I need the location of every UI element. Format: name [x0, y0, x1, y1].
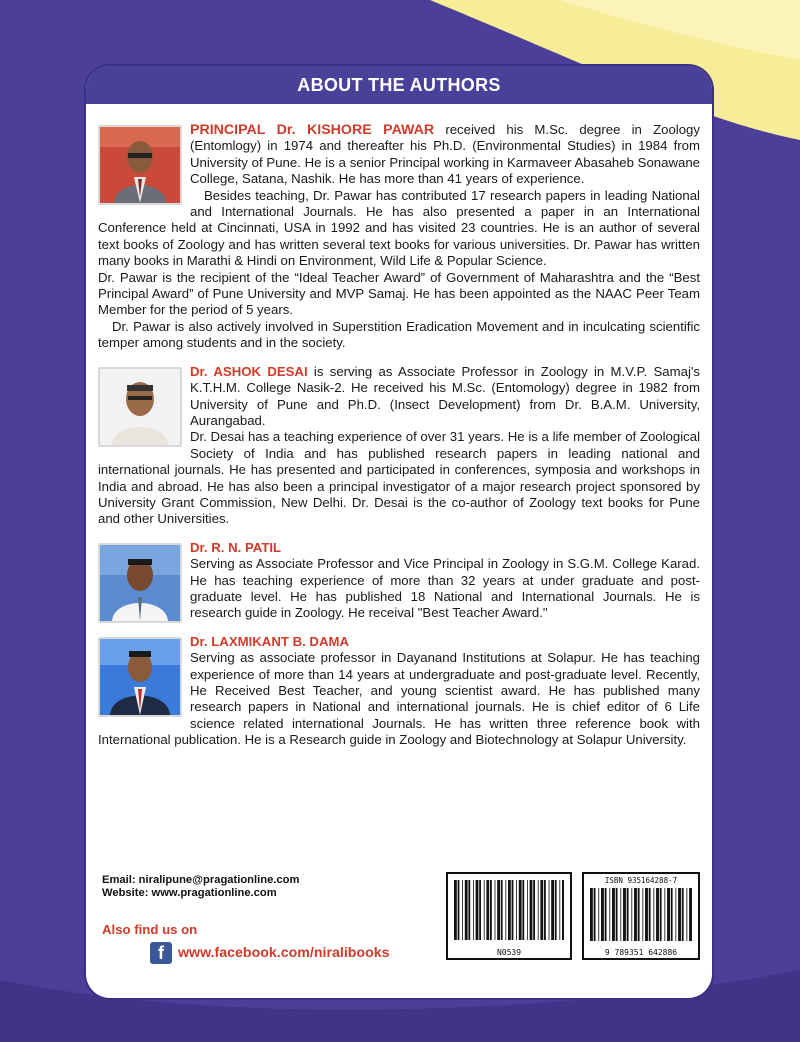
barcode-bar: [508, 880, 511, 940]
author-bio-desai-2: Dr. Desai has a teaching experience of over 31 years. He is a life member of Zoological Society of India and has published research papers in leading national and international journals. He has presented and participated in conferences, symposia and workshops in India and abroad. He has also been a principal investigator of a major research project sponsored by University Grant Commission, New Delhi. Dr. Desai is the co-author of Zoology text books for Pune and other Universities.: [98, 429, 700, 527]
barcode-bar: [664, 888, 665, 941]
barcode-bar: [495, 880, 496, 940]
author-bio-dama: Serving as associate professor in Dayanand Institutions at Solapur. He has teaching experience of more than 14 years at undergraduate and post-graduate level. Recently, He Received Best Teacher, and young scientist award. He has published many research papers in National and international journals. He is chief editor of 6 Life science related international Journals. He has written three reference book with International publication. He is a Research guide in Zoology and Biotechnology at Solapur University.: [98, 650, 700, 748]
barcode-product: [446, 872, 572, 960]
about-authors-panel: [86, 66, 712, 998]
author-intro-desai: is serving as Associate Professor in Zoology in M.V.P. Samaj's K.T.H.M. College Nasik-2. He received his M.Sc. (Entomology) degree in 1982 from University of Pune and Ph.D. (Insect Development) from Dr. B.A.M. University, Aurangabad.: [190, 363, 700, 428]
product-code: N0539: [496, 948, 522, 957]
barcode-bar: [473, 880, 474, 940]
barcode-bar: [627, 888, 629, 941]
facebook-icon: f: [150, 942, 172, 964]
barcode-bar: [486, 880, 489, 940]
barcode-bar: [479, 880, 481, 940]
author-pawar: [98, 122, 700, 352]
author-desai: [98, 364, 700, 528]
barcode-bar: [689, 888, 692, 941]
barcode-bar: [462, 880, 463, 940]
barcode-bar: [656, 888, 659, 941]
barcode-bar: [516, 880, 517, 940]
barcode-bar: [551, 880, 554, 940]
isbn-label: ISBN 935164288-7: [604, 876, 678, 885]
barcode-bar: [616, 888, 618, 941]
website-text: Website: www.pragationline.com: [102, 887, 277, 899]
barcode-isbn: [582, 872, 700, 960]
barcode-bar: [675, 888, 676, 941]
barcode-bar: [598, 888, 599, 941]
author-photo-pawar: [98, 125, 182, 205]
barcode-bar: [609, 888, 610, 941]
author-name-desai: Dr. ASHOK DESAI: [190, 363, 308, 379]
barcode-bar: [634, 888, 637, 941]
barcode-bar: [501, 880, 503, 940]
contact-block: [102, 874, 299, 900]
email-text: Email: niralipune@pragationline.com: [102, 874, 300, 886]
barcode-bar: [642, 888, 643, 941]
barcode-bar: [590, 888, 593, 941]
barcode-bar: [549, 880, 550, 940]
barcode-bar: [671, 888, 673, 941]
barcode-bar: [454, 880, 457, 940]
barcode-bar: [458, 880, 460, 940]
barcode-bar: [645, 888, 648, 941]
barcode-bars-left: [454, 880, 564, 940]
author-photo-desai: [98, 367, 182, 447]
barcode-bar: [623, 888, 626, 941]
author-name-dama: Dr. LAXMIKANT B. DAMA: [190, 633, 349, 649]
author-bio-pawar-2: Besides teaching, Dr. Pawar has contributed 17 research papers in leading National and International Journals. He has also presented a paper in an International Conference held at Cincinnati, USA in 1992 and has visited 23 countries. He is an author of several text books of Zoology and has written several text books for various universities. Dr. Pawar has written many books in Marathi & Hindi on Environment, Wild Life & Popular Science.: [98, 187, 700, 269]
author-bio-pawar-4: Dr. Pawar is also actively involved in Superstition Eradication Movement and in inculcating scientific temper among students and in the society.: [98, 318, 700, 351]
barcode-bar: [484, 880, 485, 940]
barcode-bar: [612, 888, 615, 941]
barcode-bar: [505, 880, 506, 940]
barcode-bar: [468, 880, 470, 940]
author-photo-dama: [98, 637, 182, 717]
facebook-url[interactable]: www.facebook.com/niralibooks: [178, 945, 390, 961]
author-name-patil: Dr. R. N. PATIL: [190, 539, 282, 555]
barcode-bar: [594, 888, 596, 941]
barcode-bar: [631, 888, 632, 941]
barcode-bar: [555, 880, 557, 940]
barcode-bar: [660, 888, 662, 941]
barcode-bar: [562, 880, 564, 940]
barcode-bar: [605, 888, 607, 941]
barcode-bar: [490, 880, 492, 940]
barcode-bar: [540, 880, 543, 940]
barcode-bars-right: [590, 888, 692, 941]
barcode-bar: [686, 888, 687, 941]
barcode-bar: [538, 880, 539, 940]
barcode-bar: [527, 880, 528, 940]
barcode-bar: [476, 880, 479, 940]
barcode-bar: [544, 880, 546, 940]
barcode-bar: [559, 880, 560, 940]
barcode-bar: [465, 880, 468, 940]
barcode-bar: [530, 880, 533, 940]
find-us-label: Also find us on: [102, 922, 198, 937]
isbn-number: 9 789351 642886: [604, 948, 678, 957]
author-photo-patil: [98, 543, 182, 623]
barcode-bar: [678, 888, 681, 941]
barcode-bar: [522, 880, 524, 940]
barcode-bar: [653, 888, 654, 941]
author-patil: [98, 540, 700, 622]
authors-list: [98, 122, 700, 761]
barcode-bar: [620, 888, 621, 941]
barcode-bar: [682, 888, 684, 941]
facebook-link[interactable]: [150, 942, 390, 964]
barcode-bar: [497, 880, 500, 940]
barcode-bar: [649, 888, 651, 941]
author-dama: [98, 634, 700, 749]
author-bio-pawar-3: Dr. Pawar is the recipient of the “Ideal Teacher Award” of Government of Maharashtra and the “Best Principal Award” of Pune University and MVP Samaj. He has been appointed as the NAAC Peer Team Member for the period of 5 years.: [98, 269, 700, 318]
author-name-pawar: PRINCIPAL Dr. KISHORE PAWAR: [190, 122, 435, 138]
section-title: ABOUT THE AUTHORS: [86, 66, 712, 104]
author-bio-patil: Serving as Associate Professor and Vice Principal in Zoology in S.G.M. College Karad. He has teaching experience of more than 32 years at under graduate and post-graduate level. He has published 18 National and International Journals. He is research guide in Zoology. He receival "Best Teacher Award.": [190, 556, 700, 621]
barcode-bar: [667, 888, 670, 941]
barcode-bar: [512, 880, 514, 940]
barcode-bar: [519, 880, 522, 940]
barcode-bar: [638, 888, 640, 941]
author-intro-pawar: received his M.Sc. degree in Zoology (Entomlogy) in 1974 and thereafter his Ph.D. (Environmental Studies) in 1984 from University of Pune. He is a senior Principal working in Karmaveer Abasaheb Sonawane College, Satana, Nashik. He has more than 41 years of experience.: [190, 122, 700, 187]
barcode-bar: [601, 888, 604, 941]
barcode-bar: [533, 880, 535, 940]
